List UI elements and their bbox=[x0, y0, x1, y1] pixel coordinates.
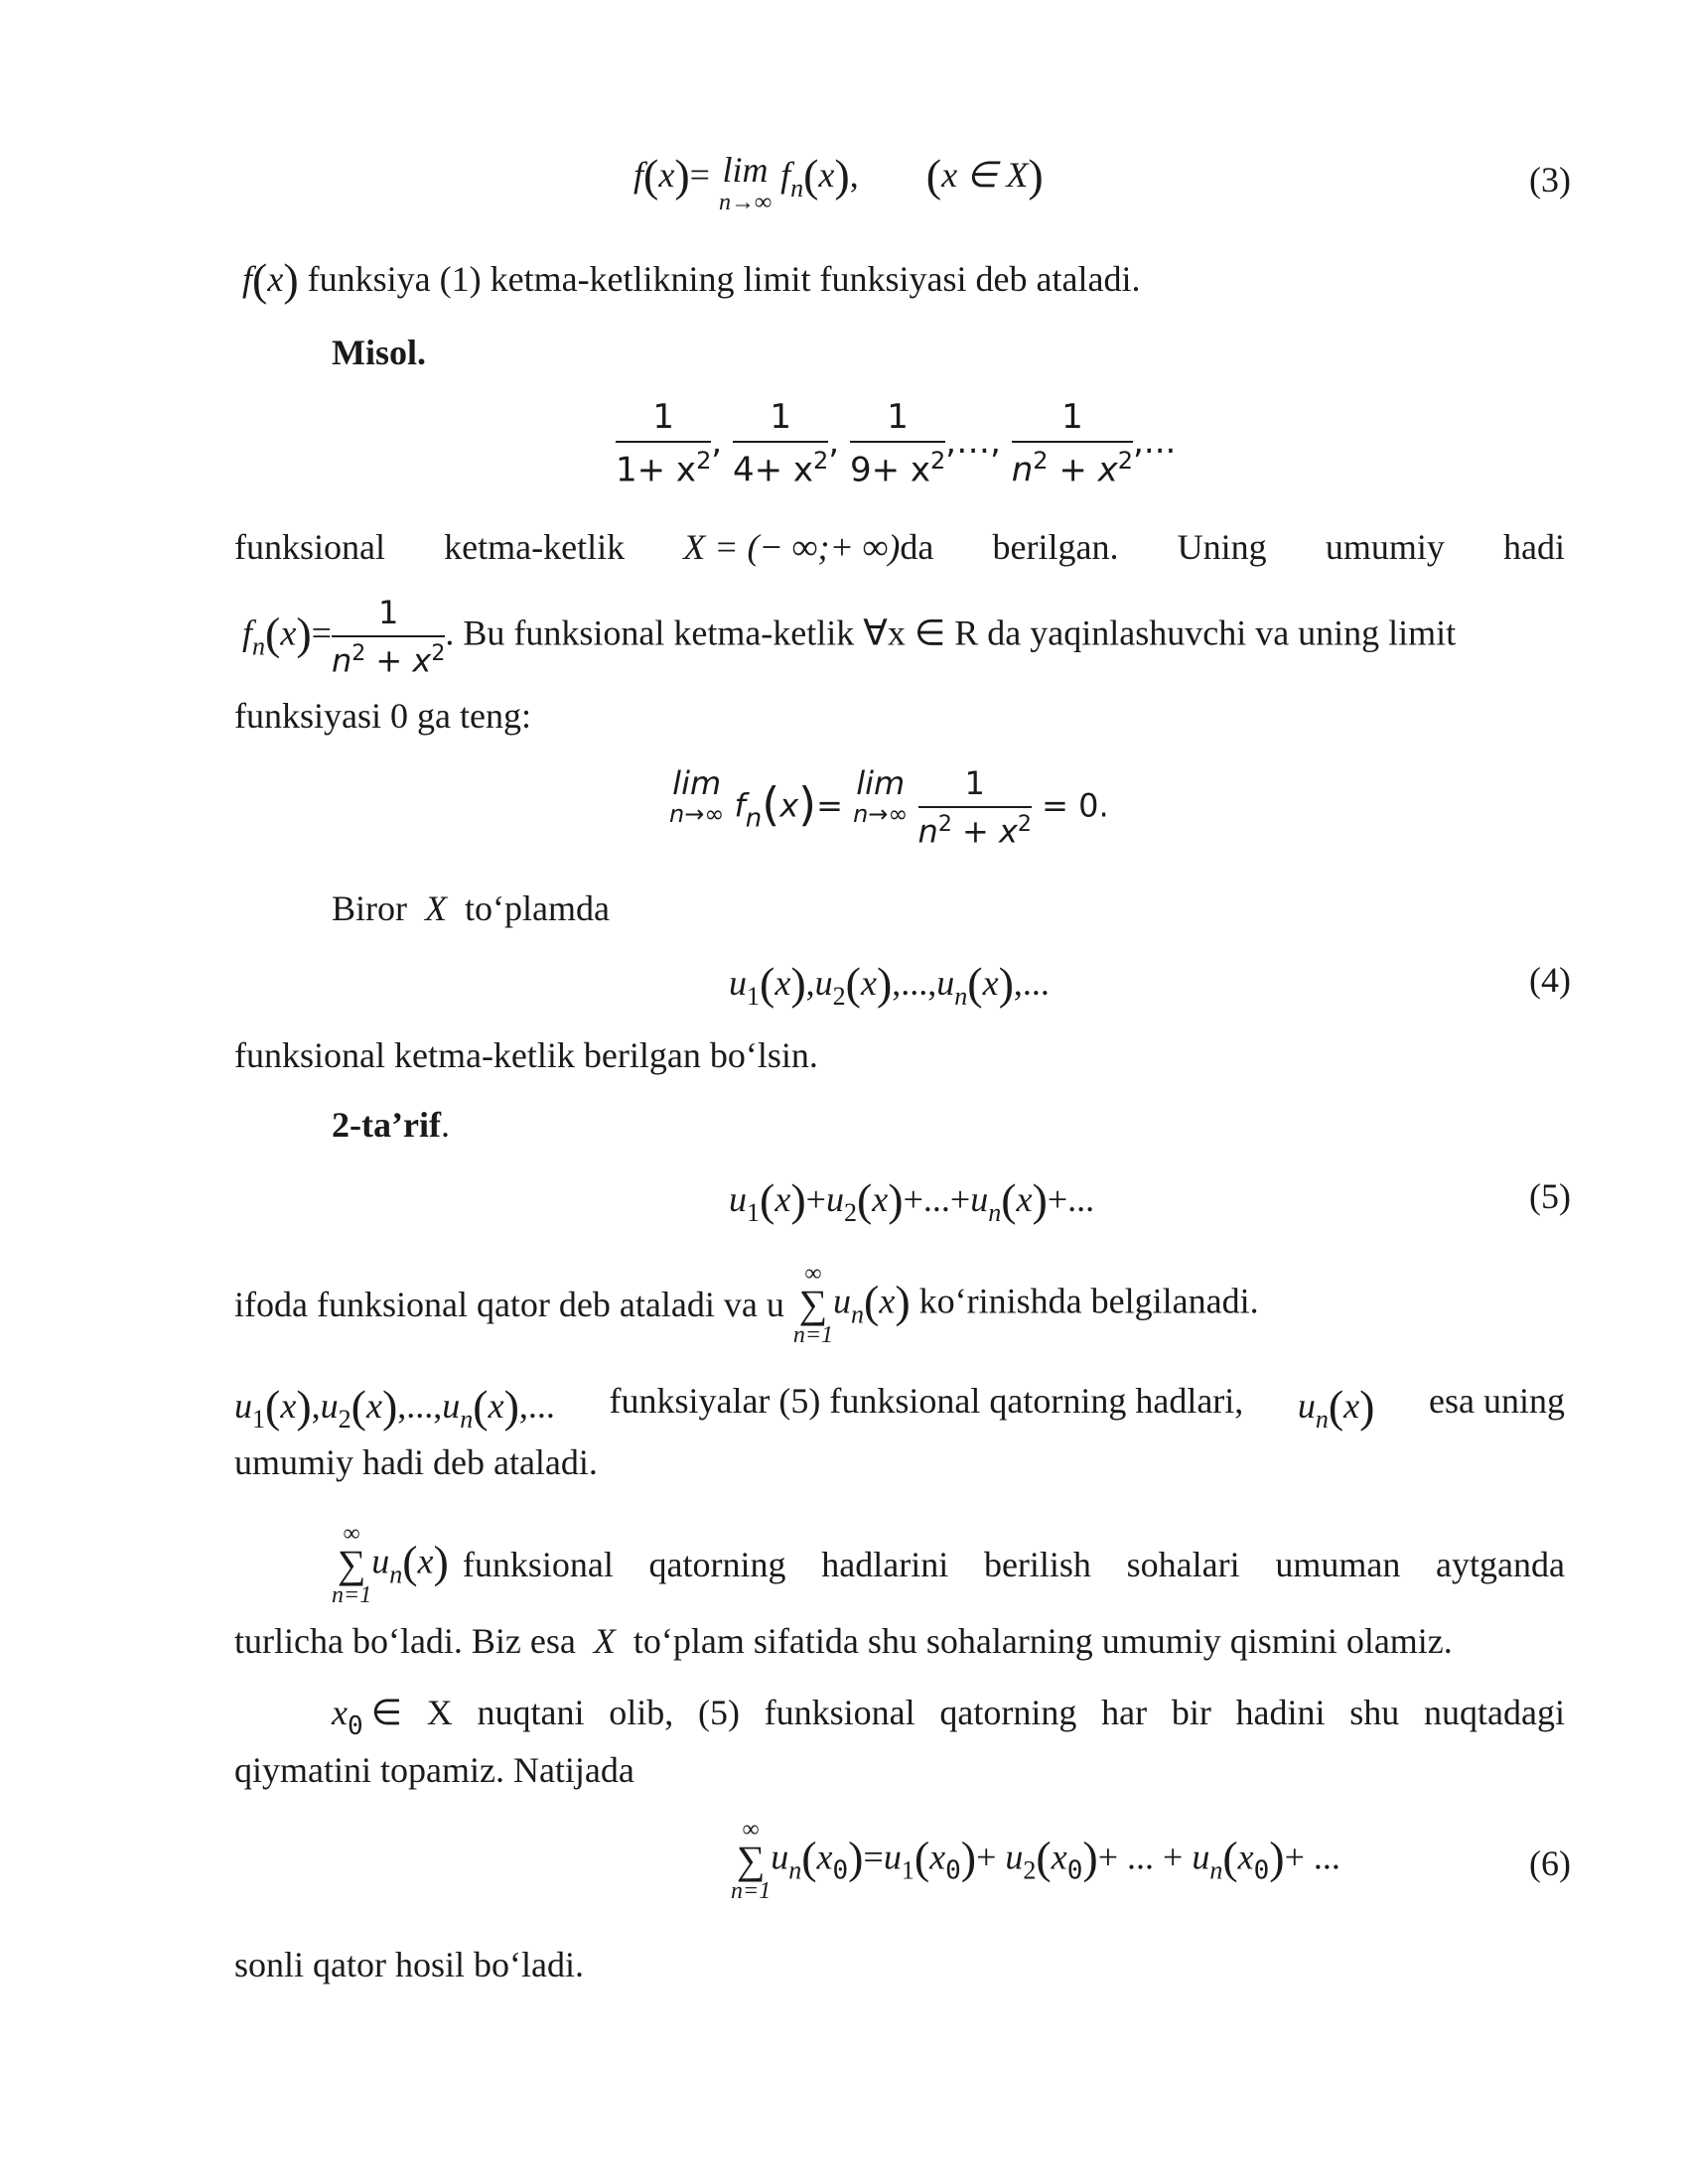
x0-line-1: $x_0$ ∈ X nuqtani olib, (5) funksional qatorning har bir hadini shu nuqtadagi bbox=[332, 1693, 1565, 1741]
misol-label: Misol. bbox=[332, 333, 426, 372]
limit-equation: lim n→∞ $f_n(x)= \lim$ n→∞ $\frac{1}{n^2 + x^2}$ = 0. bbox=[669, 764, 1109, 851]
equation-5: $u_1(x)+u_2(x)+...+u_n(x)+$... bbox=[729, 1174, 1095, 1227]
seq-frac-1: $\frac{1}{1+ x^2}$ bbox=[616, 397, 712, 490]
eq3-x: x bbox=[658, 155, 675, 195]
seq-frac-2: $\frac{1}{4+ x^2}$ bbox=[732, 397, 829, 490]
sum-symbol: ∞ ∑ n=1 bbox=[792, 1261, 834, 1348]
equation-3: f(x)= lim n→∞ $f_n(x)$, (x ∈ X) bbox=[633, 150, 1044, 215]
equation-6: ∞ ∑ n=1 $u_n(x_0)=u_1(x_0)+ u_2(x_0)+$ ... + $u_n(x_0)+$ ... bbox=[731, 1817, 1340, 1904]
eq3-f: f bbox=[633, 155, 644, 195]
sohalar-line-2: turlicha bo‘ladi. Biz esa X to‘plam sifatida shu sohalarning umumiy qismini olamiz. bbox=[234, 1621, 1453, 1661]
eq3-domain: x ∈ X bbox=[941, 155, 1029, 195]
biror-line: Biror X to‘plamda bbox=[332, 888, 610, 928]
hadlar-line-1: $u_1(x),u_2(x),...,u_n(x)$,... funksiyalar (5) funksional qatorning hadlari, $u_n(x)$ esa uning bbox=[234, 1381, 1565, 1433]
equation-number-3: (3) bbox=[1529, 160, 1571, 200]
equation-number-6: (6) bbox=[1529, 1843, 1571, 1883]
paragraph-1-line-3: funksiyasi 0 ga teng: bbox=[234, 696, 531, 736]
tarif-label: 2-ta’rif. bbox=[332, 1105, 450, 1145]
ifoda-line: ifoda funksional qator deb ataladi va u ∞ ∑ n=1 $u_n(x)$ ko‘rinishda belgilanadi. bbox=[234, 1261, 1259, 1348]
hadlar-line-2: umumiy hadi deb ataladi. bbox=[234, 1442, 598, 1482]
seq-frac-3: $\frac{1}{9+ x^2}$ bbox=[849, 397, 946, 490]
last-line: sonli qator hosil bo‘ladi. bbox=[234, 1945, 584, 1984]
equation-4: $u_1(x),u_2(x),...,u_n(x)$,... bbox=[729, 958, 1050, 1011]
eq3-fn: f bbox=[780, 155, 791, 195]
eq3-lim: lim n→∞ bbox=[718, 150, 773, 215]
sohalar-line-1: ∞ ∑ n=1 $u_n(x)$ funksional qatorning hadlarini berilish sohalari umuman aytganda bbox=[332, 1521, 1565, 1608]
sequence-example: $\frac{1}{1+ x^2}$ , $\frac{1}{4+ x^2}$ , $\frac{1}{9+ x^2}$ ,…, $\frac{1}{n^2 + x^2}$ ,... bbox=[616, 397, 1177, 490]
equation-number-4: (4) bbox=[1529, 960, 1571, 1000]
equation-number-5: (5) bbox=[1529, 1176, 1571, 1216]
seq-frac-n: $\frac{1}{n^2 + x^2}$ bbox=[1011, 397, 1134, 490]
x0-line-2: qiymatini topamiz. Natijada bbox=[234, 1750, 634, 1790]
limit-function-sentence: f(x) funksiya (1) ketma-ketlikning limit funksiyasi deb ataladi. bbox=[242, 254, 1141, 305]
paragraph-1-line-1: funksional ketma-ketlik X = (− ∞;+ ∞)da berilgan. Uning umumiy hadi bbox=[234, 527, 1565, 567]
paragraph-1-line-2: $f_n(x)=$ $\frac{1}{n^2 + x^2}$ . Bu funksional ketma-ketlik ∀x ∈ R da yaqinlashuvchi va uning limit bbox=[242, 594, 1457, 680]
line-after-eq4: funksional ketma-ketlik berilgan bo‘lsin. bbox=[234, 1035, 818, 1075]
